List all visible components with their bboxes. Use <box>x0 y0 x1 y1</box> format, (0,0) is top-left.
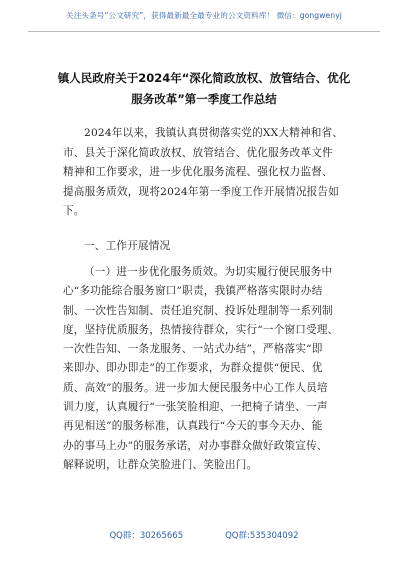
paragraph-line: 训力度，认真履行“一张笑脸相迎、一把椅子请坐、一声 <box>63 401 328 414</box>
paragraph-line: 质、高效”的服务。进一步加大便民服务中心工作人员培 <box>63 381 328 394</box>
paragraph-line: （一）进一步优化服务质效。为切实履行便民服务中 <box>84 266 333 278</box>
footer <box>0 529 408 541</box>
title-line-2: 服务改革”第一季度工作总结 <box>131 92 277 106</box>
header-banner: 关注头条号“公文研究”，获得最新最全最专业的公文资料库！ 微信：gongwenyj <box>66 11 342 20</box>
paragraph-line: 下。 <box>63 205 85 217</box>
paragraph-line: 办的事马上办”的服务承诺，对办事群众做好政策宣传、 <box>63 439 328 452</box>
paragraph-line: 来即办、即办即走”的工作要求，为群众提供“便民、优 <box>63 362 323 375</box>
footer-qq-group-2: QQ群:535304092 <box>225 531 299 541</box>
paragraph-line: 制、一次性告知制、责任追究制、投诉处理制等一系列制 <box>63 304 333 317</box>
paragraph-line: 再见相送”的服务标准，认真践行“今天的事今天办、能 <box>63 420 323 433</box>
section-heading <box>63 237 345 257</box>
service-paragraph <box>63 263 345 475</box>
paragraph-line: 度，坚持优质服务，热情接待群众，实行“一个窗口受理、 <box>63 323 339 336</box>
paragraph-line: 市、县关于深化简政放权、放管结合、优化服务改革文件 <box>63 146 333 159</box>
document-title <box>40 68 368 110</box>
paragraph-line: 精神和工作要求，进一步优化服务流程、强化权力监督、 <box>63 166 333 178</box>
paragraph-line: 心“多功能综合服务窗口”职责，我镇严格落实限时办结 <box>63 285 323 298</box>
title-line-1: 镇人民政府关于2024年“深化简政放权、放管结合、优化 <box>57 71 351 85</box>
footer-qq-group-1: QQ群：30265665 <box>109 531 184 541</box>
intro-paragraph <box>63 124 345 222</box>
header-divider <box>28 31 380 32</box>
paragraph-line: 一次性告知、一条龙服务、一站式办结”，严格落实“即 <box>63 343 323 356</box>
paragraph-line: 提高服务质效，现将2024年第一季度工作开展情况报告如 <box>63 185 340 198</box>
section-heading-text: 一、工作开展情况 <box>84 240 171 252</box>
paragraph-line: 解释说明，让群众笑脸进门、笑脸出门。 <box>63 458 258 471</box>
paragraph-line: 2024年以来，我镇认真贯彻落实党的XX大精神和省、 <box>84 127 344 139</box>
